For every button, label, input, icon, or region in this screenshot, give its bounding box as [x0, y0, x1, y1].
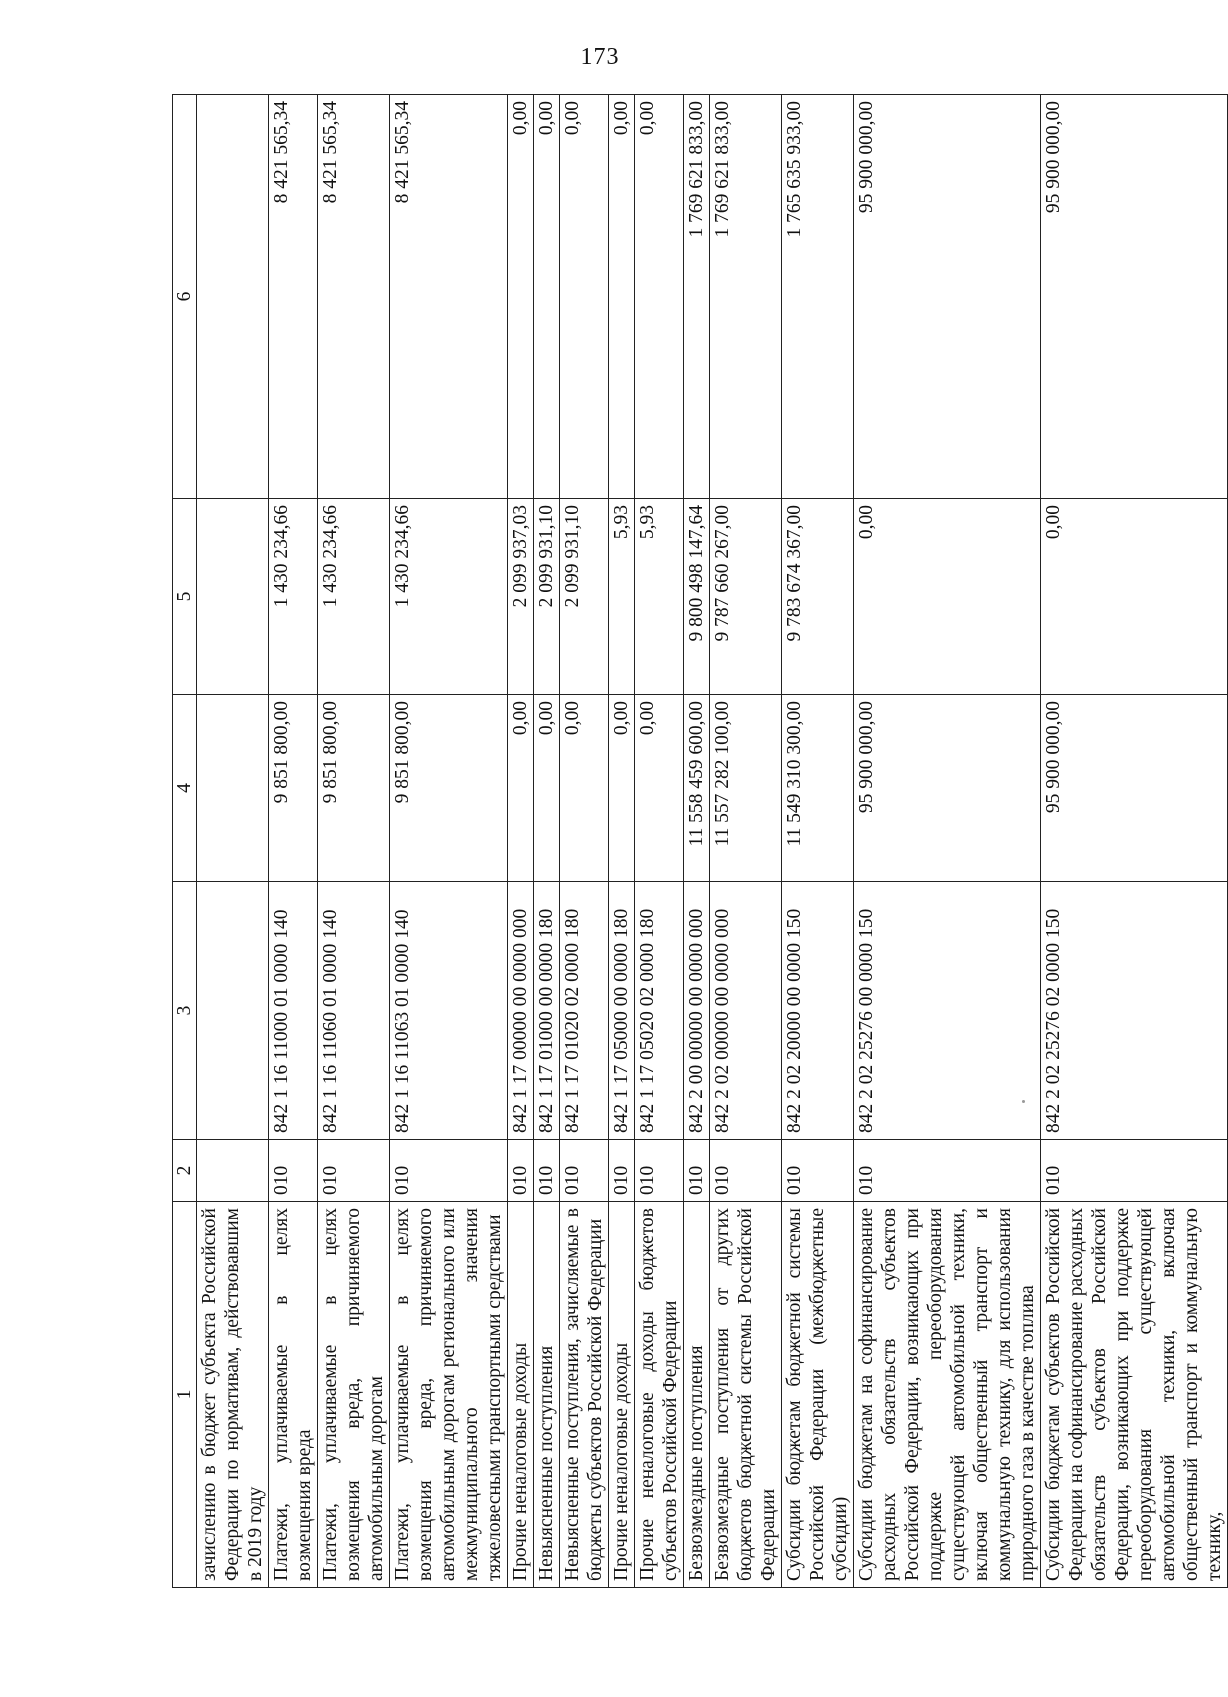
- cell-code: 010: [710, 1140, 782, 1202]
- cell-code: 010: [269, 1140, 318, 1202]
- rotated-table-container: [172, 95, 1225, 1588]
- header-col-4: 4: [173, 695, 197, 882]
- cell-other: 1 769 621 833,00: [684, 95, 710, 499]
- cell-other: 0,00: [609, 95, 635, 499]
- cell-code: 010: [560, 1140, 609, 1202]
- cell-kbk: 842 2 02 25276 02 0000 150: [1041, 882, 1228, 1140]
- table-row: [684, 95, 710, 1588]
- cell-kbk: 842 2 00 00000 00 0000 000: [684, 882, 710, 1140]
- cell-name: Безвозмездные поступления от других бюджетов бюджетной системы Российской Федерации: [710, 1202, 782, 1588]
- table-row: [854, 95, 1041, 1588]
- cell-name: Платежи, уплачиваемые в целях возмещения вреда: [269, 1202, 318, 1588]
- cell-plan: 9 851 800,00: [269, 695, 318, 882]
- cell-name: зачислению в бюджет субъекта Российской Федерации по нормативам, действовавшим в 2019 году: [197, 1202, 269, 1588]
- header-col-3: 3: [173, 882, 197, 1140]
- cell-kbk: [197, 882, 269, 1140]
- cell-kbk: 842 1 17 01000 00 0000 180: [534, 882, 560, 1140]
- cell-fact: 1 430 234,66: [269, 499, 318, 695]
- header-row: [173, 95, 197, 1588]
- table-row: [534, 95, 560, 1588]
- cell-other: 0,00: [635, 95, 684, 499]
- cell-kbk: 842 1 16 11063 01 0000 140: [390, 882, 508, 1140]
- cell-code: 010: [854, 1140, 1041, 1202]
- cell-fact: 9 787 660 267,00: [710, 499, 782, 695]
- cell-name: Невыясненные поступления, зачисляемые в бюджеты субъектов Российской Федерации: [560, 1202, 609, 1588]
- cell-plan: 9 851 800,00: [390, 695, 508, 882]
- cell-fact: 2 099 937,03: [508, 499, 534, 695]
- cell-kbk: 842 1 17 05000 00 0000 180: [609, 882, 635, 1140]
- cell-other: [197, 95, 269, 499]
- table-row: [609, 95, 635, 1588]
- header-col-5: 5: [173, 499, 197, 695]
- cell-other: 8 421 565,34: [318, 95, 390, 499]
- cell-name: Платежи, уплачиваемые в целях возмещения вреда, причиняемого автомобильным дорогам регионального или межмуниципального значения тяжеловесными транспортными средствами: [390, 1202, 508, 1588]
- cell-name: Безвозмездные поступления: [684, 1202, 710, 1588]
- cell-other: 0,00: [534, 95, 560, 499]
- cell-code: 010: [635, 1140, 684, 1202]
- cell-plan: 0,00: [560, 695, 609, 882]
- cell-fact: [197, 499, 269, 695]
- cell-plan: 9 851 800,00: [318, 695, 390, 882]
- cell-fact: 0,00: [1041, 499, 1228, 695]
- cell-other: 1 769 621 833,00: [710, 95, 782, 499]
- cell-code: 010: [508, 1140, 534, 1202]
- cell-name: Субсидии бюджетам на софинансирование расходных обязательств субъектов Российской Федерации, возникающих при поддержке переоборудования существующей автомобильной техники, включая общественный транспорт и коммунальную технику, для использования природного газа в качестве топлива: [854, 1202, 1041, 1588]
- cell-code: 010: [684, 1140, 710, 1202]
- cell-plan: 0,00: [534, 695, 560, 882]
- cell-fact: 2 099 931,10: [534, 499, 560, 695]
- cell-code: 010: [609, 1140, 635, 1202]
- cell-kbk: 842 1 17 05020 02 0000 180: [635, 882, 684, 1140]
- table-row: [710, 95, 782, 1588]
- header-col-6: 6: [173, 95, 197, 499]
- table-row: [1041, 95, 1228, 1588]
- cell-other: 1 765 635 933,00: [782, 95, 854, 499]
- table-row: [390, 95, 508, 1588]
- cell-code: 010: [782, 1140, 854, 1202]
- cell-plan: 11 549 310 300,00: [782, 695, 854, 882]
- table-row: [560, 95, 609, 1588]
- cell-fact: 2 099 931,10: [560, 499, 609, 695]
- cell-plan: 11 557 282 100,00: [710, 695, 782, 882]
- cell-name: Невыясненные поступления: [534, 1202, 560, 1588]
- cell-name: Субсидии бюджетам субъектов Российской Федерации на софинансирование расходных обязательств субъектов Российской Федерации, возникающих при поддержке переоборудования существующей автомобильной техники, включая общественный транспорт и коммунальную технику,: [1041, 1202, 1228, 1588]
- header-col-2: 2: [173, 1140, 197, 1202]
- cell-code: 010: [390, 1140, 508, 1202]
- cell-name: Прочие неналоговые доходы: [508, 1202, 534, 1588]
- cell-fact: 1 430 234,66: [390, 499, 508, 695]
- cell-name: Прочие неналоговые доходы бюджетов субъектов Российской Федерации: [635, 1202, 684, 1588]
- cell-other: 8 421 565,34: [390, 95, 508, 499]
- budget-table: [172, 94, 1228, 1588]
- cell-fact: 9 783 674 367,00: [782, 499, 854, 695]
- cell-code: 010: [534, 1140, 560, 1202]
- cell-other: 0,00: [508, 95, 534, 499]
- scan-speck: [1022, 1100, 1025, 1103]
- cell-other: 95 900 000,00: [854, 95, 1041, 499]
- cell-kbk: 842 2 02 00000 00 0000 000: [710, 882, 782, 1140]
- table-row: [197, 95, 269, 1588]
- cell-plan: 11 558 459 600,00: [684, 695, 710, 882]
- cell-plan: 0,00: [508, 695, 534, 882]
- cell-fact: 1 430 234,66: [318, 499, 390, 695]
- cell-other: 95 900 000,00: [1041, 95, 1228, 499]
- cell-plan: 95 900 000,00: [854, 695, 1041, 882]
- cell-plan: [197, 695, 269, 882]
- cell-code: 010: [1041, 1140, 1228, 1202]
- table-row: [269, 95, 318, 1588]
- header-col-1: 1: [173, 1202, 197, 1588]
- table-row: [508, 95, 534, 1588]
- table-row: [635, 95, 684, 1588]
- cell-kbk: 842 1 16 11060 01 0000 140: [318, 882, 390, 1140]
- cell-code: [197, 1140, 269, 1202]
- cell-name: Прочие неналоговые доходы: [609, 1202, 635, 1588]
- cell-fact: 9 800 498 147,64: [684, 499, 710, 695]
- cell-kbk: 842 1 16 11000 01 0000 140: [269, 882, 318, 1140]
- cell-plan: 0,00: [635, 695, 684, 882]
- cell-other: 8 421 565,34: [269, 95, 318, 499]
- table-body: [173, 95, 1228, 1588]
- cell-plan: 0,00: [609, 695, 635, 882]
- cell-plan: 95 900 000,00: [1041, 695, 1228, 882]
- cell-name: Субсидии бюджетам бюджетной системы Российской Федерации (межбюджетные субсидии): [782, 1202, 854, 1588]
- cell-name: Платежи, уплачиваемые в целях возмещения вреда, причиняемого автомобильным дорогам: [318, 1202, 390, 1588]
- cell-code: 010: [318, 1140, 390, 1202]
- cell-fact: 5,93: [609, 499, 635, 695]
- table-row: [782, 95, 854, 1588]
- cell-kbk: 842 1 17 01020 02 0000 180: [560, 882, 609, 1140]
- cell-kbk: 842 1 17 00000 00 0000 000: [508, 882, 534, 1140]
- cell-kbk: 842 2 02 20000 00 0000 150: [782, 882, 854, 1140]
- table-row: [318, 95, 390, 1588]
- cell-fact: 0,00: [854, 499, 1041, 695]
- page-number: 173: [580, 44, 620, 70]
- cell-other: 0,00: [560, 95, 609, 499]
- cell-kbk: 842 2 02 25276 00 0000 150: [854, 882, 1041, 1140]
- cell-fact: 5,93: [635, 499, 684, 695]
